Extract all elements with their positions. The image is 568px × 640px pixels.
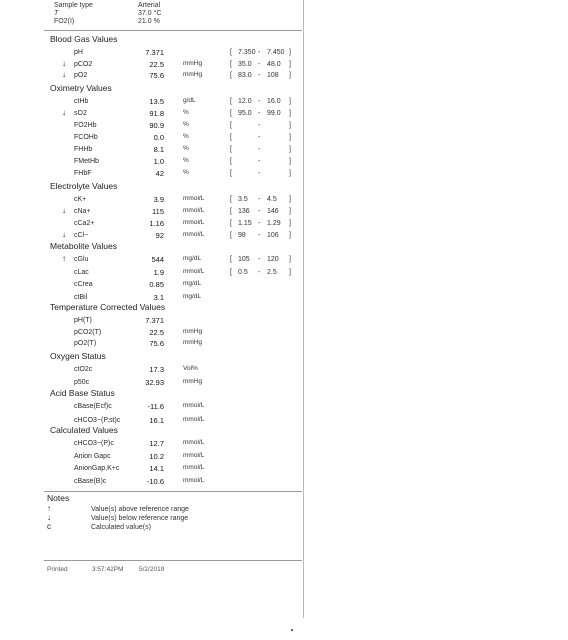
parameter-name: FHHb [74, 146, 93, 153]
section-title: Blood Gas Values [50, 34, 118, 44]
parameter-name: p50c [74, 379, 90, 386]
range-close-bracket: ] [289, 170, 291, 177]
range-dash: - [258, 158, 261, 165]
parameter-unit: mg/dL [183, 255, 202, 262]
parameter-value: 91.8 [149, 109, 164, 118]
parameter-value: 3.9 [153, 195, 164, 204]
parameter-value: 3.1 [153, 292, 164, 302]
parameter-name: cBase(Ecf)c [74, 403, 112, 410]
range-close-bracket: ] [289, 110, 291, 117]
parameter-unit: mmol/L [183, 464, 205, 471]
range-low: 83.0 [238, 72, 252, 79]
sample-type-label: Sample type [54, 2, 93, 9]
parameter-name: pO2 [74, 72, 88, 79]
range-dash: - [258, 208, 261, 215]
range-low: 98 [238, 232, 246, 239]
range-open-bracket: [ [230, 196, 232, 203]
parameter-value: 12.7 [149, 439, 164, 448]
range-low: 1.15 [238, 220, 252, 227]
range-open-bracket: [ [230, 208, 232, 215]
notes-divider [44, 491, 302, 492]
parameter-unit: % [183, 157, 189, 164]
range-open-bracket: [ [230, 134, 232, 141]
range-high: 1.29 [267, 220, 281, 227]
parameter-name: pH(T) [74, 317, 92, 324]
note-text: Calculated value(s) [91, 524, 151, 531]
range-close-bracket: ] [289, 232, 291, 239]
range-dash: - [258, 72, 261, 79]
section-title: Oxygen Status [50, 351, 106, 361]
parameter-unit: % [183, 145, 189, 152]
range-close-bracket: ] [289, 98, 291, 105]
parameter-name: FO2Hb [74, 122, 97, 129]
range-open-bracket: [ [230, 72, 232, 79]
flag-icon: ↓ [62, 230, 66, 239]
range-dash: - [258, 60, 261, 68]
parameter-name: cNa+ [74, 208, 91, 215]
range-low: 3.5 [238, 196, 248, 203]
flag-icon: ↓ [62, 108, 66, 117]
parameter-value: 7.371 [145, 316, 164, 325]
range-high: 2.5 [267, 268, 277, 276]
section-title: Temperature Corrected Values [50, 302, 166, 312]
parameter-name: cCrea [74, 281, 93, 288]
range-open-bracket: [ [230, 49, 232, 56]
parameter-value: 10.2 [149, 451, 164, 461]
range-open-bracket: [ [230, 146, 232, 153]
range-low: 35.0 [238, 60, 252, 68]
parameter-unit: % [183, 121, 189, 128]
parameter-value: 1.0 [153, 157, 164, 166]
parameter-unit: mmol/L [183, 439, 205, 446]
header-divider [44, 30, 302, 31]
note-text: Value(s) above reference range [91, 506, 189, 513]
range-close-bracket: ] [289, 134, 291, 141]
range-open-bracket: [ [230, 122, 232, 129]
parameter-value: 75.6 [149, 339, 164, 348]
temperature-value: 37.0 °C [138, 10, 162, 17]
range-high: 106 [267, 232, 279, 239]
printed-date: 5/2/2019 [139, 566, 165, 573]
range-close-bracket: ] [289, 146, 291, 153]
parameter-value: 13.5 [149, 97, 164, 106]
range-open-bracket: [ [230, 232, 232, 239]
note-text: Value(s) below reference range [91, 515, 189, 522]
parameter-name: ctO2c [74, 366, 93, 373]
range-low: 136 [238, 208, 250, 215]
range-open-bracket: [ [230, 220, 232, 227]
parameter-unit: mmol/L [183, 402, 205, 409]
parameter-name: cCa2+ [74, 220, 95, 227]
parameter-unit: mmol/L [183, 207, 205, 214]
temperature-label: T [54, 10, 59, 17]
parameter-unit: mmHg [183, 59, 203, 67]
range-high: 99.0 [267, 110, 281, 117]
parameter-value: 0.0 [153, 133, 164, 142]
range-low: 0.5 [238, 268, 248, 276]
parameter-unit: mg/dL [183, 280, 202, 287]
range-high: 48.0 [267, 60, 281, 68]
parameter-unit: % [183, 109, 189, 116]
parameter-value: 1.16 [149, 219, 164, 228]
parameter-name: FHbF [74, 170, 92, 177]
range-close-bracket: ] [289, 268, 291, 276]
range-close-bracket: ] [289, 256, 291, 263]
parameter-name: cK+ [74, 196, 87, 203]
parameter-name: cLac [74, 268, 89, 276]
range-dash: - [258, 134, 261, 141]
arrow-up-icon: ↑ [47, 504, 51, 513]
range-close-bracket: ] [289, 72, 291, 79]
parameter-value: 42 [155, 169, 164, 178]
parameter-value: 16.1 [149, 416, 164, 425]
parameter-value: 115 [152, 207, 164, 216]
parameter-unit: mmHg [183, 378, 203, 385]
parameter-value: 32.93 [145, 378, 164, 387]
parameter-unit: Vol% [183, 365, 198, 372]
parameter-value: 1.9 [153, 267, 164, 277]
parameter-value: 22.5 [149, 59, 164, 69]
parameter-value: 92 [155, 231, 164, 240]
parameter-unit: % [183, 169, 189, 176]
range-close-bracket: ] [289, 122, 291, 129]
flag-icon: ↓ [62, 58, 66, 68]
notes-title: Notes [47, 493, 70, 503]
parameter-name: cGlu [74, 256, 89, 263]
parameter-value: -10.6 [146, 476, 164, 486]
fo2-label: FO2(I) [54, 18, 75, 25]
parameter-unit: mmol/L [183, 476, 205, 484]
page-edge-line [303, 0, 304, 618]
range-dash: - [258, 220, 261, 227]
parameter-unit: mmol/L [183, 267, 205, 275]
flag-icon: ↓ [62, 206, 66, 215]
parameter-name: FCOHb [74, 134, 98, 141]
parameter-name: cHCO3−(P)c [74, 440, 114, 447]
range-open-bracket: [ [230, 158, 232, 165]
parameter-value: 544 [151, 255, 164, 264]
section-title: Electrolyte Values [50, 181, 118, 191]
range-dash: - [258, 196, 261, 203]
parameter-value: 17.3 [149, 365, 164, 374]
parameter-unit: % [183, 133, 189, 140]
range-dash: - [258, 256, 261, 263]
parameter-unit: mmHg [183, 71, 203, 78]
scan-speck [291, 629, 293, 631]
range-low: 95.0 [238, 110, 252, 117]
parameter-name: cBase(B)c [74, 477, 107, 485]
arrow-down-icon: ↓ [47, 513, 51, 522]
parameter-unit: mg/dL [183, 292, 202, 300]
parameter-value: 75.6 [149, 71, 164, 80]
range-open-bracket: [ [230, 98, 232, 105]
fo2-value: 21.0 % [138, 18, 160, 25]
parameter-name: pCO2 [74, 60, 93, 68]
range-close-bracket: ] [289, 158, 291, 165]
section-title: Acid Base Status [50, 388, 115, 398]
range-open-bracket: [ [230, 60, 232, 68]
range-dash: - [258, 268, 261, 276]
parameter-name: cHCO3−(P,st)c [74, 417, 121, 424]
range-open-bracket: [ [230, 110, 232, 117]
parameter-name: ctBil [74, 293, 88, 301]
range-dash: - [258, 110, 261, 117]
range-high: 7.450 [267, 49, 285, 56]
range-low: 7.350 [238, 49, 256, 56]
range-dash: - [258, 146, 261, 153]
range-high: 120 [267, 256, 279, 263]
parameter-value: 8.1 [153, 145, 164, 154]
parameter-name: pO2(T) [74, 340, 97, 347]
parameter-unit: mmol/L [183, 451, 205, 459]
parameter-name: sO2 [74, 110, 87, 117]
range-close-bracket: ] [289, 220, 291, 227]
range-high: 4.5 [267, 196, 277, 203]
parameter-value: 90.9 [149, 121, 164, 130]
range-open-bracket: [ [230, 256, 232, 263]
parameter-name: cCl− [74, 232, 89, 239]
range-close-bracket: ] [289, 208, 291, 215]
parameter-unit: mmol/L [183, 219, 205, 226]
parameter-name: ctHb [74, 98, 89, 105]
range-high: 146 [267, 208, 279, 215]
parameter-name: FMetHb [74, 158, 99, 165]
parameter-name: pCO2(T) [74, 328, 102, 336]
section-title: Oximetry Values [50, 83, 112, 93]
range-low: 12.0 [238, 98, 252, 105]
range-dash: - [258, 49, 261, 56]
range-open-bracket: [ [230, 268, 232, 276]
parameter-name: AnionGap,K+c [74, 465, 120, 472]
footer-divider [44, 560, 302, 561]
parameter-name: Anion Gapc [74, 452, 111, 460]
parameter-value: 0.85 [149, 280, 164, 289]
range-dash: - [258, 98, 261, 105]
range-dash: - [258, 232, 261, 239]
parameter-value: 14.1 [149, 464, 164, 473]
printed-time: 3:57:42PM [92, 566, 124, 573]
section-title: Calculated Values [50, 425, 118, 435]
flag-icon: ↑ [62, 254, 66, 263]
parameter-name: pH [74, 49, 83, 56]
parameter-unit: mmHg [183, 327, 203, 335]
range-dash: - [258, 170, 261, 177]
parameter-unit: g/dL [183, 97, 196, 104]
flag-icon: ↓ [62, 70, 66, 79]
parameter-value: 7.371 [145, 48, 164, 57]
range-dash: - [258, 122, 261, 129]
section-title: Metabolite Values [50, 241, 117, 251]
parameter-unit: mmol/L [183, 195, 205, 202]
range-close-bracket: ] [289, 60, 291, 68]
range-high: 108 [267, 72, 279, 79]
parameter-value: -11.6 [147, 402, 164, 411]
sample-type-value: Arterial [138, 2, 161, 9]
calculated-symbol: c [47, 522, 51, 531]
range-high: 16.0 [267, 98, 281, 105]
range-low: 105 [238, 256, 250, 263]
parameter-unit: mmHg [183, 339, 203, 346]
range-open-bracket: [ [230, 170, 232, 177]
printed-label: Printed [47, 566, 68, 573]
range-close-bracket: ] [289, 196, 291, 203]
parameter-unit: mmol/L [183, 416, 205, 423]
parameter-unit: mmol/L [183, 231, 205, 238]
range-close-bracket: ] [289, 49, 291, 56]
parameter-value: 22.5 [149, 327, 164, 337]
